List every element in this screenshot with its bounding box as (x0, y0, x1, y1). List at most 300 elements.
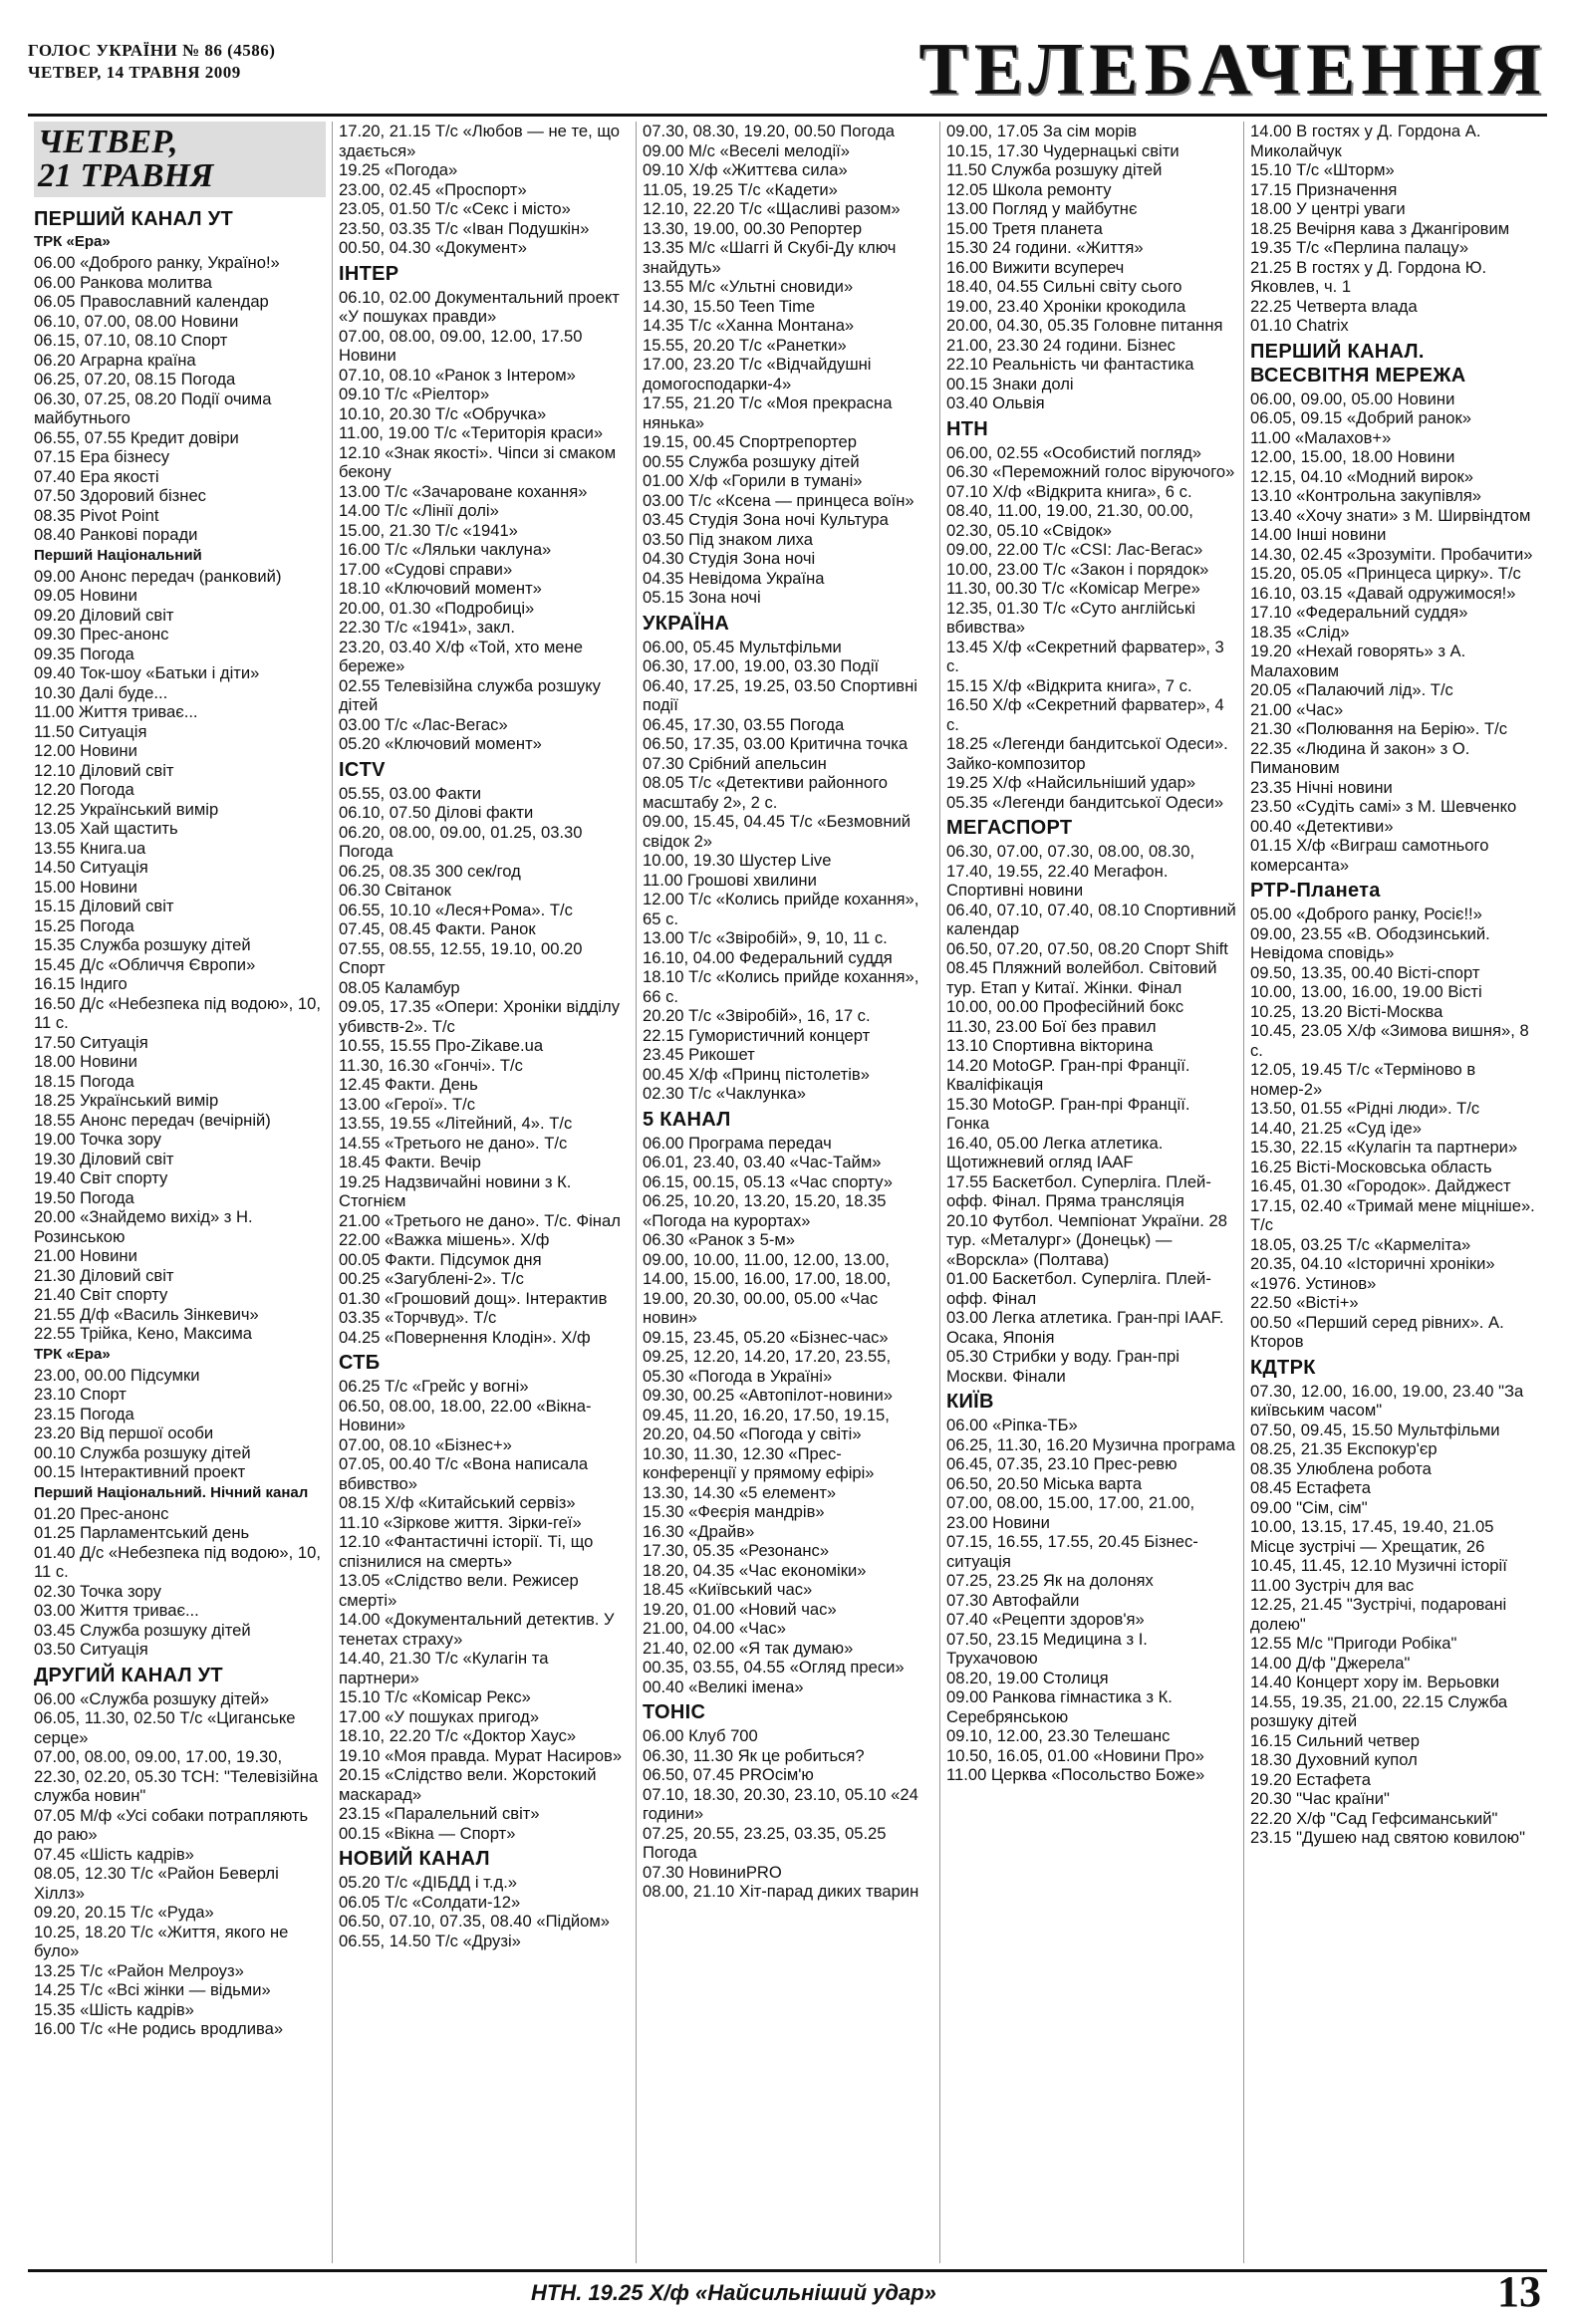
channel-heading: НОВИЙ КАНАЛ (339, 1848, 490, 1870)
column-1 (28, 122, 332, 2263)
program-entry: 12.25 Український вимір (34, 799, 219, 819)
program-entry: 17.00 «Судові справи» (339, 559, 513, 579)
program-entry: 09.30 Прес-анонс (34, 625, 169, 644)
program-entry: 18.25 Український вимір (34, 1091, 219, 1110)
program-entry: 05.20 Т/с «ДІБДД і т.д.» (339, 1873, 518, 1892)
page-footer (28, 2269, 1547, 2318)
program-entry: 03.00 Т/с «Ксена — принцеса воїн» (643, 490, 915, 510)
program-entry: 23.00, 02.45 «Проспорт» (339, 179, 527, 199)
program-entry: 10.00, 13.15, 17.45, 19.40, 21.05 Місце зустрічі — Хрещатик, 26 (1250, 1517, 1494, 1556)
program-entry: 03.45 Студія Зона ночі Культура (643, 510, 889, 529)
program-entry: 14.35 Т/с «Ханна Монтана» (643, 316, 855, 335)
program-entry: 16.30 «Драйв» (643, 1521, 755, 1541)
program-entry: 19.25 Х/ф «Найсильніший удар» (946, 773, 1196, 792)
program-entry: 13.00 «Герої». Т/с (339, 1094, 476, 1114)
program-entry: 15.00 Третя планета (946, 218, 1103, 238)
program-entry: 14.55 «Третього не дано». Т/с (339, 1133, 568, 1153)
program-entry: 00.05 Факти. Підсумок дня (339, 1249, 542, 1269)
program-entry: 15.35 «Шість кадрів» (34, 1999, 194, 2019)
program-entry: 09.00, 10.00, 11.00, 12.00, 13.00, 14.00, 15.00, 16.00, 17.00, 18.00, 19.00, 20.30, 00.00, 05.00 «Час новин» (643, 1249, 892, 1327)
program-entry: 19.20 «Нехай говорять» з А. Малаховим (1250, 642, 1466, 680)
page-header (28, 28, 1547, 120)
program-entry: 18.15 Погода (34, 1071, 134, 1091)
program-entry: 06.50, 17.35, 03.00 Критична точка (643, 734, 909, 753)
program-entry: 09.10, 12.00, 23.30 Телешанс (946, 1726, 1171, 1745)
program-entry: 23.00, 00.00 Підсумки (34, 1365, 200, 1385)
program-entry: 06.10, 07.50 Ділові факти (339, 803, 534, 822)
program-entry: 16.00 Т/с «Не родись вродлива» (34, 2019, 284, 2038)
program-entry: 00.25 «Загублені-2». Т/с (339, 1269, 524, 1288)
program-entry: 11.00 Життя триває... (34, 702, 198, 721)
program-entry: 13.45 Х/ф «Секретний фарватер», 3 с. (946, 637, 1224, 675)
program-entry: 06.00, 02.55 «Особистий погляд» (946, 442, 1202, 462)
program-entry: 02.30 Т/с «Чаклунка» (643, 1084, 806, 1103)
issue-date: ЧЕТВЕР, 14 ТРАВНЯ 2009 (28, 63, 241, 82)
program-entry: 13.00 Т/с «Зачароване кохання» (339, 481, 588, 501)
program-entry: 19.50 Погода (34, 1187, 134, 1207)
channel-heading: ПЕРШИЙ КАНАЛ УТ (34, 208, 233, 230)
program-entry: 14.40, 21.25 «Суд іде» (1250, 1118, 1422, 1138)
program-entry: 13.00 Т/с «Звіробій», 9, 10, 11 с. (643, 928, 888, 947)
program-entry: 22.35 «Людина й закон» з О. Пимановим (1250, 738, 1470, 777)
program-entry: 14.40, 21.30 Т/с «Кулагін та партнери» (339, 1649, 549, 1687)
program-entry: 16.00 Т/с «Ляльки чаклуна» (339, 540, 552, 559)
program-entry: 11.00 «Малахов+» (1250, 427, 1392, 447)
program-entry: 07.40 Ера якості (34, 466, 159, 486)
program-entry: 06.55, 07.55 Кредит довіри (34, 427, 239, 447)
program-entry: 08.05 Каламбур (339, 977, 460, 997)
program-entry: 07.45, 08.45 Факти. Ранок (339, 919, 536, 938)
column-2-entries (339, 122, 630, 1950)
program-entry: 19.00, 23.40 Хроніки крокодила (946, 296, 1186, 316)
program-entry: 17.55 Баскетбол. Суперліга. Плей-офф. Фінал. Пряма трансляція (946, 1171, 1211, 1210)
program-entry: 15.35 Служба розшуку дітей (34, 935, 251, 954)
column-4 (939, 122, 1243, 2263)
program-entry: 10.25, 13.20 Вісті-Москва (1250, 1001, 1443, 1021)
column-3-entries (643, 122, 933, 1902)
program-entry: 08.45 Естафета (1250, 1478, 1371, 1497)
program-entry: 06.30 Світанок (339, 881, 451, 900)
program-entry: 11.00 Грошові хвилини (643, 870, 817, 890)
program-entry: 21.55 Д/ф «Василь Зінкевич» (34, 1304, 259, 1324)
program-entry: 12.00, 15.00, 18.00 Новини (1250, 447, 1455, 466)
program-entry: 09.10 Т/с «Ріелтор» (339, 385, 490, 403)
program-entry: 15.15 Діловий світ (34, 897, 174, 915)
program-entry: 07.10 Х/ф «Відкрита книга», 6 с. (946, 481, 1192, 501)
program-entry: 01.40 Д/с «Небезпека під водою», 10, 11 с. (34, 1542, 321, 1581)
program-entry: 15.30 24 години. «Життя» (946, 238, 1144, 257)
program-entry: 12.35, 01.30 Т/с «Суто англійські вбивства» (946, 598, 1195, 637)
program-entry: 07.00, 08.00, 09.00, 17.00, 19.30, 22.30, 02.20, 05.30 ТСН: "Телевізійна служба новин" (34, 1747, 319, 1805)
program-entry: 15.10 Т/с «Комісар Рекс» (339, 1687, 531, 1706)
program-entry: 08.40, 11.00, 19.00, 21.30, 00.00, 02.30, 05.10 «Свідок» (946, 501, 1193, 540)
program-entry: 18.05, 03.25 Т/с «Кармеліта» (1250, 1234, 1471, 1254)
program-entry: 06.00, 09.00, 05.00 Новини (1250, 388, 1455, 408)
program-entry: 07.55, 08.55, 12.55, 19.10, 00.20 Спорт (339, 938, 583, 977)
program-entry: 23.20, 03.40 Х/ф «Той, хто мене береже» (339, 637, 584, 675)
program-entry: 23.15 Погода (34, 1404, 134, 1423)
program-entry: 09.35 Погода (34, 644, 134, 663)
program-entry: 06.20, 08.00, 09.00, 01.25, 03.30 Погода (339, 822, 583, 861)
program-entry: 13.05 «Слідство вели. Режисер смерті» (339, 1571, 579, 1610)
program-entry: 14.20 MotoGP. Гран-прі Франції. Кваліфікація (946, 1055, 1190, 1094)
program-entry: 00.10 Служба розшуку дітей (34, 1442, 251, 1462)
program-entry: 22.25 Четверта влада (1250, 296, 1418, 316)
program-entry: 09.10 Х/ф «Життєва сила» (643, 160, 848, 179)
program-entry: 13.55 М/с «Ультні сновиди» (643, 277, 854, 296)
program-entry: 08.20, 19.00 Столиця (946, 1668, 1109, 1687)
day-date: 21 ТРАВНЯ (38, 157, 214, 194)
program-entry: 18.10 Т/с «Колись прийде кохання», 66 с. (643, 967, 919, 1006)
program-entry: 06.50, 20.50 Міська варта (946, 1473, 1143, 1493)
channel-heading: КИЇВ (946, 1391, 994, 1413)
footer-promo: НТН. 19.25 Х/ф «Найсильніший удар» (531, 2280, 936, 2305)
program-entry: 10.00, 19.30 Шустер Live (643, 851, 832, 870)
program-entry: 23.45 Рикошет (643, 1045, 755, 1064)
program-entry: 06.50, 07.20, 07.50, 08.20 Спорт Shift (946, 938, 1228, 958)
program-entry: 05.55, 03.00 Факти (339, 783, 482, 803)
program-entry: 06.10, 02.00 Документальний проект «У пошуках правди» (339, 287, 620, 326)
program-entry: 18.45 Факти. Вечір (339, 1153, 481, 1171)
program-entry: 13.10 «Контрольна закупівля» (1250, 486, 1482, 505)
program-entry: 03.50 Ситуація (34, 1640, 148, 1659)
program-entry: 13.55 Книга.ua (34, 838, 146, 858)
program-entry: 06.01, 23.40, 03.40 «Час-Тайм» (643, 1153, 882, 1171)
program-entry: 11.50 Служба розшуку дітей (946, 160, 1163, 179)
program-entry: 06.25, 07.20, 08.15 Погода (34, 370, 236, 388)
program-entry: 18.00 У центрі уваги (1250, 199, 1406, 218)
column-5 (1243, 122, 1547, 2263)
program-entry: 14.00 В гостях у Д. Гордона А. Миколайчук (1250, 122, 1481, 160)
program-entry: 06.40, 07.10, 07.40, 08.10 Спортивний календар (946, 900, 1236, 938)
program-entry: 01.00 Баскетбол. Суперліга. Плей-офф. Фінал (946, 1269, 1211, 1308)
program-entry: 23.20 Від першої особи (34, 1423, 214, 1442)
column-1-entries (34, 207, 326, 2039)
program-entry: 12.05 Школа ремонту (946, 179, 1112, 199)
program-entry: 12.55 М/с "Пригоди Робіка" (1250, 1634, 1457, 1653)
program-entry: 10.45, 23.05 Х/ф «Зимова вишня», 8 с. (1250, 1021, 1529, 1060)
program-entry: 21.00, 04.00 «Час» (643, 1619, 786, 1638)
program-entry: 00.50, 04.30 «Документ» (339, 238, 527, 257)
program-entry: 06.25 Т/с «Грейс у вогні» (339, 1377, 529, 1396)
program-entry: 05.15 Зона ночі (643, 588, 761, 607)
program-entry: 07.05 М/ф «Усі собаки потрапляють до раю» (34, 1805, 309, 1844)
channel-heading: РТР-Планета (1250, 880, 1381, 902)
program-entry: 07.30 Срібний апельсин (643, 753, 827, 773)
program-entry: 06.00 Програма передач (643, 1133, 832, 1153)
channel-subheading: ТРК «Ера» (34, 1345, 111, 1363)
program-entry: 08.00, 21.10 Хіт-парад диких тварин (643, 1882, 919, 1901)
program-entry: 03.35 «Торчвуд». Т/с (339, 1308, 497, 1327)
program-entry: 10.00, 00.00 Професійний бокс (946, 997, 1184, 1016)
day-heading (34, 122, 326, 197)
program-entry: 15.30, 22.15 «Кулагін та партнери» (1250, 1138, 1518, 1157)
program-entry: 09.00, 17.05 За сім морів (946, 122, 1138, 140)
program-entry: 06.25, 11.30, 16.20 Музична програма (946, 1434, 1235, 1454)
program-entry: 05.20 «Ключовий момент» (339, 734, 542, 753)
program-entry: 06.30 «Переможний голос віруючого» (946, 462, 1235, 481)
program-entry: 01.00 Х/ф «Горили в тумані» (643, 471, 863, 490)
program-entry: 16.50 Х/ф «Секретний фарватер», 4 с. (946, 695, 1224, 734)
program-entry: 21.00, 23.30 24 години. Бізнес (946, 335, 1176, 355)
program-entry: 07.50, 09.45, 15.50 Мультфільми (1250, 1420, 1500, 1439)
program-entry: 23.50, 03.35 Т/с «Іван Подушкін» (339, 218, 590, 238)
program-entry: 12.20 Погода (34, 780, 134, 799)
program-entry: 11.30, 23.00 Бої без правил (946, 1016, 1157, 1036)
program-entry: 19.25 «Погода» (339, 160, 458, 179)
program-entry: 08.15 Х/ф «Китайський сервіз» (339, 1493, 576, 1512)
program-entry: 21.30 Діловий світ (34, 1265, 174, 1285)
program-entry: 14.55, 19.35, 21.00, 22.15 Служба розшуку дітей (1250, 1691, 1508, 1730)
program-entry: 15.30 MotoGP. Гран-прі Франції. Гонка (946, 1094, 1190, 1133)
day-weekday: ЧЕТВЕР, (38, 124, 178, 160)
channel-heading: КДТРК (1250, 1356, 1316, 1379)
program-entry: 21.00 Новини (34, 1246, 137, 1265)
program-entry: 06.30, 11.30 Як це робиться? (643, 1745, 865, 1765)
program-entry: 18.25 Вечірня кава з Джангіровим (1250, 218, 1510, 238)
program-entry: 03.00 Т/с «Лас-Вегас» (339, 714, 508, 734)
program-entry: 09.20 Діловий світ (34, 605, 174, 625)
program-entry: 09.40 Ток-шоу «Батьки і діти» (34, 663, 260, 682)
program-entry: 10.25, 18.20 Т/с «Життя, якого не було» (34, 1922, 289, 1960)
program-entry: 07.30 НовиниPRO (643, 1862, 782, 1882)
program-entry: 07.10, 08.10 «Ранок з Інтером» (339, 365, 576, 385)
program-entry: 00.35, 03.55, 04.55 «Огляд преси» (643, 1658, 905, 1677)
program-entry: 06.45, 17.30, 03.55 Погода (643, 714, 845, 734)
channel-heading: УКРАЇНА (643, 612, 730, 635)
program-entry: 06.00 «Ріпка-ТБ» (946, 1416, 1078, 1434)
program-entry: 00.45 Х/ф «Принц пістолетів» (643, 1064, 870, 1084)
program-entry: 09.00 М/с «Веселі мелодії» (643, 140, 850, 160)
program-entry: 13.30, 19.00, 00.30 Репортер (643, 218, 863, 238)
program-entry: 16.25 Вісті-Московська область (1250, 1157, 1492, 1176)
program-entry: 22.10 Реальність чи фантастика (946, 355, 1194, 374)
program-entry: 11.00, 19.00 Т/с «Територія краси» (339, 423, 604, 442)
program-entry: 07.15 Ера бізнесу (34, 447, 170, 466)
program-entry: 08.05, 12.30 Т/с «Район Беверлі Хіллз» (34, 1864, 279, 1903)
column-3 (636, 122, 939, 2263)
program-entry: 16.15 Сильний четвер (1250, 1730, 1421, 1750)
program-entry: 11.05, 19.25 Т/с «Кадети» (643, 179, 838, 199)
program-entry: 22.20 Х/ф "Сад Гефсиманський" (1250, 1808, 1498, 1828)
program-entry: 17.55, 21.20 Т/с «Моя прекрасна нянька» (643, 393, 893, 432)
program-entry: 04.30 Студія Зона ночі (643, 549, 816, 568)
program-entry: 19.40 Світ спорту (34, 1168, 168, 1187)
program-entry: 06.15, 00.15, 05.13 «Час спорту» (643, 1171, 893, 1191)
program-entry: 02.55 Телевізійна служба розшуку дітей (339, 675, 601, 714)
program-entry: 21.30 «Полювання на Берію». Т/с (1250, 719, 1508, 738)
program-entry: 06.00 «Доброго ранку, Україно!» (34, 253, 280, 272)
program-entry: 00.40 «Детективи» (1250, 816, 1394, 836)
program-entry: 14.00 Д/ф "Джерела" (1250, 1653, 1411, 1673)
program-entry: 17.20, 21.15 Т/с «Любов — не те, що здається» (339, 122, 621, 160)
program-entry: 16.10, 04.00 Федеральний суддя (643, 947, 893, 967)
program-entry: 04.25 «Повернення Клодін». Х/ф (339, 1327, 591, 1347)
program-entry: 06.00 «Служба розшуку дітей» (34, 1688, 270, 1708)
program-entry: 09.00 "Сім, сім" (1250, 1497, 1368, 1517)
program-entry: 18.00 Новини (34, 1052, 137, 1071)
program-entry: 17.00, 23.20 Т/с «Відчайдушні домогосподарки-4» (643, 355, 872, 393)
program-entry: 09.45, 11.20, 16.20, 17.50, 19.15, 20.20, 04.50 «Погода у світі» (643, 1405, 890, 1443)
program-entry: 14.00 «Документальний детектив. У тенетах страху» (339, 1610, 615, 1649)
program-entry: 11.00 Церква «Посольство Боже» (946, 1765, 1205, 1784)
program-entry: 13.35 М/с «Шаггі й Скубі-Ду ключ знайдуть» (643, 238, 897, 277)
column-5-entries (1250, 122, 1541, 1848)
program-entry: 13.00 Погляд у майбутнє (946, 199, 1138, 218)
program-entry: 19.15, 00.45 Спортрепортер (643, 432, 857, 451)
program-entry: 13.25 Т/с «Район Мелроуз» (34, 1960, 244, 1980)
program-entry: 12.25, 21.45 "Зустрічі, подаровані долею" (1250, 1595, 1507, 1634)
channel-heading: ІНТЕР (339, 262, 399, 285)
channel-heading: 5 КАНАЛ (643, 1108, 731, 1131)
program-entry: 09.15, 23.45, 05.20 «Бізнес-час» (643, 1327, 889, 1347)
program-entry: 00.15 Інтерактивний проект (34, 1462, 246, 1481)
channel-heading: НТН (946, 417, 989, 440)
program-entry: 22.00 «Важка мішень». Х/ф (339, 1230, 550, 1249)
program-entry: 20.35, 04.10 «Історичні хроніки» «1976. Устинов» (1250, 1254, 1495, 1293)
program-entry: 07.00, 08.10 «Бізнес+» (339, 1434, 512, 1454)
program-entry: 19.30 Діловий світ (34, 1149, 174, 1168)
program-entry: 22.30 Т/с «1941», закл. (339, 618, 515, 637)
program-entry: 15.00, 21.30 Т/с «1941» (339, 520, 518, 540)
program-entry: 17.15, 02.40 «Тримай мене міцніше». Т/с (1250, 1195, 1535, 1234)
program-entry: 15.25 Погода (34, 915, 134, 935)
program-entry: 14.30, 15.50 Teen Time (643, 296, 816, 316)
program-entry: 21.40 Світ спорту (34, 1285, 168, 1304)
program-entry: 15.55, 20.20 Т/с «Ранетки» (643, 335, 847, 355)
program-entry: 16.45, 01.30 «Городок». Дайджест (1250, 1176, 1511, 1195)
program-entry: 00.15 «Вікна — Спорт» (339, 1823, 516, 1843)
program-entry: 18.10, 22.20 Т/с «Доктор Хаус» (339, 1726, 577, 1745)
program-entry: 21.25 В гостях у Д. Гордона Ю. Яковлев, ч. 1 (1250, 257, 1487, 296)
channel-heading: МЕГАСПОРТ (946, 817, 1073, 839)
program-entry: 06.05, 11.30, 02.50 Т/с «Циганське серце» (34, 1708, 296, 1747)
program-entry: 19.20, 01.00 «Новий час» (643, 1599, 837, 1619)
channel-subheading: Перший Національний (34, 546, 202, 564)
program-entry: 06.10, 07.00, 08.00 Новини (34, 311, 239, 331)
program-entry: 05.30 Стрибки у воду. Гран-прі Москви. Фінали (946, 1347, 1179, 1386)
program-entry: 12.10 «Знак якості». Чіпси зі смаком бекону (339, 442, 617, 481)
program-entry: 08.45 Пляжний волейбол. Світовий тур. Етап у Китаї. Жінки. Фінал (946, 958, 1217, 997)
program-entry: 11.30, 16.30 «Гончі». Т/с (339, 1055, 523, 1075)
program-entry: 06.00 Ранкова молитва (34, 272, 212, 292)
channel-heading: ПЕРШИЙ КАНАЛ. ВСЕСВІТНЯ МЕРЕЖА (1250, 340, 1466, 387)
program-entry: 06.00, 05.45 Мультфільми (643, 637, 842, 656)
program-entry: 07.25, 23.25 Як на долонях (946, 1571, 1154, 1590)
program-entry: 03.00 Життя триває... (34, 1601, 199, 1620)
column-4-entries (946, 122, 1237, 1785)
program-entry: 04.35 Невідома Україна (643, 568, 825, 588)
program-entry: 16.15 Індиго (34, 974, 128, 993)
program-entry: 10.00, 23.00 Т/с «Закон і порядок» (946, 559, 1209, 579)
program-entry: 09.30, 00.25 «Автопілот-новини» (643, 1386, 893, 1405)
program-entry: 17.00 «У пошуках пригод» (339, 1706, 540, 1726)
program-entry: 16.50 Д/с «Небезпека під водою», 10, 11 с. (34, 993, 321, 1032)
program-entry: 06.30, 17.00, 19.00, 03.30 Події (643, 656, 880, 675)
program-entry: 07.30, 12.00, 16.00, 19.00, 23.40 "За київським часом" (1250, 1381, 1524, 1420)
program-entry: 06.55, 14.50 Т/с «Друзі» (339, 1931, 521, 1950)
program-entry: 05.00 «Доброго ранку, Росіє!!» (1250, 904, 1482, 923)
program-entry: 15.00 Новини (34, 877, 137, 897)
program-entry: 12.45 Факти. День (339, 1075, 478, 1094)
program-entry: 01.10 Chatrix (1250, 316, 1349, 335)
channel-heading: ТОНІС (643, 1701, 706, 1723)
program-entry: 20.05 «Палаючий лід». Т/с (1250, 680, 1453, 699)
program-entry: 06.45, 07.35, 23.10 Прес-ревю (946, 1454, 1178, 1473)
program-entry: 07.05, 00.40 Т/с «Вона написала вбивство» (339, 1454, 589, 1493)
program-entry: 09.05, 17.35 «Опери: Хроніки відділу убивств-2». Т/с (339, 997, 620, 1036)
program-entry: 13.05 Хай щастить (34, 819, 178, 838)
program-entry: 06.55, 10.10 «Леся+Рома». Т/с (339, 900, 573, 919)
program-entry: 03.50 Під знаком лиха (643, 529, 814, 549)
program-entry: 18.35 «Слід» (1250, 622, 1350, 642)
program-entry: 06.50, 07.10, 07.35, 08.40 «Підйом» (339, 1912, 611, 1931)
program-entry: 12.10, 22.20 Т/с «Щасливі разом» (643, 199, 901, 218)
program-entry: 22.55 Трійка, Кено, Максима (34, 1324, 252, 1343)
program-entry: 07.50 Здоровий бізнес (34, 486, 206, 505)
program-entry: 00.55 Служба розшуку дітей (643, 451, 860, 471)
program-entry: 12.15, 04.10 «Модний вирок» (1250, 466, 1474, 486)
program-entry: 11.30, 00.30 Т/с «Комісар Мегре» (946, 579, 1200, 598)
column-2 (332, 122, 636, 2263)
program-entry: 03.00 Легка атлетика. Гран-прі IAAF. Осака, Японія (946, 1308, 1224, 1347)
program-entry: 02.30 Точка зору (34, 1581, 161, 1601)
program-entry: 19.20 Естафета (1250, 1769, 1371, 1789)
program-entry: 21.00 «Третього не дано». Т/с. Фінал (339, 1210, 621, 1230)
program-entry: 06.15, 07.10, 08.10 Спорт (34, 331, 228, 350)
program-entry: 23.10 Спорт (34, 1385, 127, 1404)
program-entry: 09.00, 22.00 Т/с «CSI: Лас-Вегас» (946, 540, 1203, 559)
channel-heading: ДРУГИЙ КАНАЛ УТ (34, 1664, 223, 1686)
program-entry: 08.35 Pivot Point (34, 505, 159, 525)
program-entry: 10.10, 20.30 Т/с «Обручка» (339, 403, 547, 423)
program-entry: 23.15 "Душею над святою ковилою" (1250, 1828, 1526, 1847)
channel-heading: СТБ (339, 1352, 381, 1374)
program-entry: 09.25, 12.20, 14.20, 17.20, 23.55, 05.30 «Погода в Україні» (643, 1347, 892, 1386)
program-entry: 00.50 «Перший серед рівних». А. Кторов (1250, 1312, 1504, 1351)
program-entry: 17.30, 05.35 «Резонанс» (643, 1541, 830, 1560)
program-entry: 20.20 Т/с «Звіробій», 16, 17 с. (643, 1006, 871, 1025)
program-entry: 06.05 Православний календар (34, 292, 269, 311)
program-entry: 15.45 Д/с «Обличчя Європи» (34, 954, 256, 974)
program-entry: 13.50, 01.55 «Рідні люди». Т/с (1250, 1099, 1480, 1118)
program-entry: 12.00 Новини (34, 741, 137, 760)
program-entry: 06.30, 07.00, 07.30, 08.00, 08.30, 17.40, 19.55, 22.40 Мегафон. Спортивні новини (946, 842, 1195, 900)
program-entry: 22.15 Гумористичний концерт (643, 1025, 871, 1045)
program-entry: 01.30 «Грошовий дощ». Інтерактив (339, 1288, 608, 1308)
program-entry: 18.20, 04.35 «Час економіки» (643, 1560, 867, 1580)
program-entry: 10.50, 16.05, 01.00 «Новини Про» (946, 1745, 1204, 1765)
program-entry: 00.15 Знаки долі (946, 374, 1074, 393)
program-entry: 20.15 «Слідство вели. Жорстокий маскарад» (339, 1765, 597, 1804)
program-entry: 19.10 «Моя правда. Мурат Насиров» (339, 1745, 623, 1765)
program-entry: 15.10 Т/с «Шторм» (1250, 160, 1395, 179)
masthead (28, 40, 275, 84)
program-entry: 08.35 Улюблена робота (1250, 1458, 1432, 1478)
program-entry: 17.15 Призначення (1250, 179, 1398, 199)
program-entry: 10.00, 13.00, 16.00, 19.00 Вісті (1250, 982, 1482, 1001)
program-entry: 21.00 «Час» (1250, 699, 1344, 719)
program-entry: 09.00 Анонс передач (ранковий) (34, 566, 282, 586)
program-entry: 10.55, 15.55 Про-Zikaве.ua (339, 1036, 544, 1055)
program-entry: 21.40, 02.00 «Я так думаю» (643, 1638, 854, 1658)
program-entry: 16.10, 03.15 «Давай одружимося!» (1250, 583, 1516, 603)
program-entry: 06.05, 09.15 «Добрий ранок» (1250, 408, 1471, 427)
program-entry: 14.00 Т/с «Лінії долі» (339, 501, 499, 520)
program-entry: 23.35 Нічні новини (1250, 777, 1393, 797)
program-entry: 13.40 «Хочу знати» з М. Ширвіндтом (1250, 505, 1531, 525)
program-entry: 01.25 Парламентський день (34, 1523, 250, 1542)
